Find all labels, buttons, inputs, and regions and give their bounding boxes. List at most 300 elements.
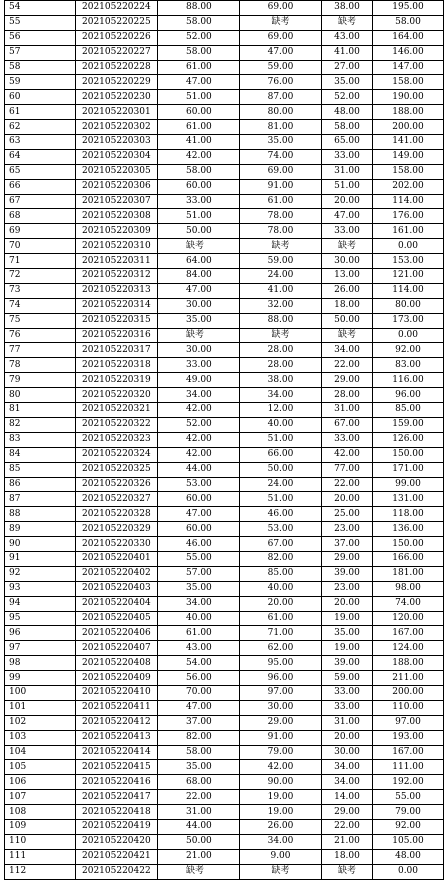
score-1-cell: 58.00 bbox=[158, 745, 240, 760]
row-number-cell: 105 bbox=[5, 760, 76, 775]
score-1-cell: 51.00 bbox=[158, 209, 240, 224]
row-number-cell: 55 bbox=[5, 15, 76, 30]
score-3-cell: 缺考 bbox=[322, 15, 373, 30]
row-number-cell: 80 bbox=[5, 388, 76, 403]
score-2-cell: 20.00 bbox=[240, 596, 322, 611]
score-1-cell: 33.00 bbox=[158, 358, 240, 373]
score-3-cell: 22.00 bbox=[322, 358, 373, 373]
exam-id-cell: 202105220302 bbox=[76, 120, 158, 135]
total-score-cell: 126.00 bbox=[373, 432, 444, 447]
score-2-cell: 74.00 bbox=[240, 149, 322, 164]
exam-id-cell: 202105220312 bbox=[76, 269, 158, 284]
total-score-cell: 153.00 bbox=[373, 254, 444, 269]
total-score-cell: 158.00 bbox=[373, 75, 444, 90]
score-2-cell: 32.00 bbox=[240, 298, 322, 313]
score-3-cell: 19.00 bbox=[322, 611, 373, 626]
exam-id-cell: 202105220415 bbox=[76, 760, 158, 775]
score-1-cell: 60.00 bbox=[158, 522, 240, 537]
score-2-cell: 69.00 bbox=[240, 30, 322, 45]
score-3-cell: 48.00 bbox=[322, 105, 373, 120]
table-row bbox=[5, 805, 444, 820]
score-1-cell: 30.00 bbox=[158, 298, 240, 313]
exam-id-cell: 202105220420 bbox=[76, 834, 158, 849]
score-2-cell: 80.00 bbox=[240, 105, 322, 120]
score-1-cell: 34.00 bbox=[158, 388, 240, 403]
total-score-cell: 55.00 bbox=[373, 790, 444, 805]
score-2-cell: 29.00 bbox=[240, 715, 322, 730]
exam-id-cell: 202105220411 bbox=[76, 700, 158, 715]
table-row bbox=[5, 224, 444, 239]
score-3-cell: 33.00 bbox=[322, 224, 373, 239]
score-3-cell: 26.00 bbox=[322, 283, 373, 298]
total-score-cell: 146.00 bbox=[373, 45, 444, 60]
score-1-cell: 缺考 bbox=[158, 239, 240, 254]
score-2-cell: 34.00 bbox=[240, 388, 322, 403]
score-3-cell: 33.00 bbox=[322, 432, 373, 447]
total-score-cell: 161.00 bbox=[373, 224, 444, 239]
exam-id-cell: 202105220301 bbox=[76, 105, 158, 120]
exam-id-cell: 202105220414 bbox=[76, 745, 158, 760]
table-row bbox=[5, 760, 444, 775]
score-3-cell: 19.00 bbox=[322, 641, 373, 656]
score-3-cell: 29.00 bbox=[322, 373, 373, 388]
table-row bbox=[5, 358, 444, 373]
score-1-cell: 42.00 bbox=[158, 149, 240, 164]
exam-id-cell: 202105220230 bbox=[76, 90, 158, 105]
total-score-cell: 200.00 bbox=[373, 120, 444, 135]
score-3-cell: 77.00 bbox=[322, 462, 373, 477]
table-row bbox=[5, 566, 444, 581]
score-1-cell: 50.00 bbox=[158, 834, 240, 849]
score-1-cell: 50.00 bbox=[158, 224, 240, 239]
exam-id-cell: 202105220224 bbox=[76, 1, 158, 16]
score-3-cell: 23.00 bbox=[322, 522, 373, 537]
score-2-cell: 40.00 bbox=[240, 581, 322, 596]
table-row bbox=[5, 819, 444, 834]
score-3-cell: 39.00 bbox=[322, 656, 373, 671]
row-number-cell: 99 bbox=[5, 671, 76, 686]
table-row bbox=[5, 239, 444, 254]
score-3-cell: 43.00 bbox=[322, 30, 373, 45]
table-row bbox=[5, 60, 444, 75]
score-3-cell: 35.00 bbox=[322, 626, 373, 641]
total-score-cell: 118.00 bbox=[373, 507, 444, 522]
score-3-cell: 41.00 bbox=[322, 45, 373, 60]
exam-id-cell: 202105220328 bbox=[76, 507, 158, 522]
score-1-cell: 42.00 bbox=[158, 447, 240, 462]
row-number-cell: 77 bbox=[5, 343, 76, 358]
total-score-cell: 48.00 bbox=[373, 849, 444, 864]
score-2-cell: 61.00 bbox=[240, 611, 322, 626]
score-3-cell: 18.00 bbox=[322, 849, 373, 864]
table-row bbox=[5, 105, 444, 120]
exam-id-cell: 202105220311 bbox=[76, 254, 158, 269]
score-3-cell: 39.00 bbox=[322, 566, 373, 581]
score-2-cell: 71.00 bbox=[240, 626, 322, 641]
score-1-cell: 22.00 bbox=[158, 790, 240, 805]
exam-id-cell: 202105220307 bbox=[76, 194, 158, 209]
table-row bbox=[5, 596, 444, 611]
score-2-cell: 91.00 bbox=[240, 179, 322, 194]
total-score-cell: 167.00 bbox=[373, 626, 444, 641]
table-row bbox=[5, 700, 444, 715]
score-2-cell: 69.00 bbox=[240, 164, 322, 179]
score-1-cell: 60.00 bbox=[158, 105, 240, 120]
exam-id-cell: 202105220309 bbox=[76, 224, 158, 239]
table-row bbox=[5, 715, 444, 730]
row-number-cell: 110 bbox=[5, 834, 76, 849]
score-3-cell: 23.00 bbox=[322, 581, 373, 596]
score-1-cell: 53.00 bbox=[158, 477, 240, 492]
score-3-cell: 13.00 bbox=[322, 269, 373, 284]
table-row bbox=[5, 328, 444, 343]
exam-id-cell: 202105220313 bbox=[76, 283, 158, 298]
exam-id-cell: 202105220410 bbox=[76, 685, 158, 700]
table-row bbox=[5, 477, 444, 492]
table-row bbox=[5, 775, 444, 790]
total-score-cell: 0.00 bbox=[373, 239, 444, 254]
total-score-cell: 80.00 bbox=[373, 298, 444, 313]
table-row bbox=[5, 388, 444, 403]
row-number-cell: 91 bbox=[5, 551, 76, 566]
exam-id-cell: 202105220322 bbox=[76, 417, 158, 432]
score-3-cell: 47.00 bbox=[322, 209, 373, 224]
total-score-cell: 92.00 bbox=[373, 343, 444, 358]
score-1-cell: 58.00 bbox=[158, 15, 240, 30]
score-3-cell: 27.00 bbox=[322, 60, 373, 75]
score-2-cell: 24.00 bbox=[240, 477, 322, 492]
score-1-cell: 42.00 bbox=[158, 403, 240, 418]
score-1-cell: 88.00 bbox=[158, 1, 240, 16]
exam-id-cell: 202105220401 bbox=[76, 551, 158, 566]
total-score-cell: 173.00 bbox=[373, 313, 444, 328]
total-score-cell: 166.00 bbox=[373, 551, 444, 566]
row-number-cell: 95 bbox=[5, 611, 76, 626]
row-number-cell: 73 bbox=[5, 283, 76, 298]
score-2-cell: 53.00 bbox=[240, 522, 322, 537]
score-3-cell: 51.00 bbox=[322, 179, 373, 194]
exam-id-cell: 202105220330 bbox=[76, 537, 158, 552]
score-2-cell: 85.00 bbox=[240, 566, 322, 581]
score-2-cell: 47.00 bbox=[240, 45, 322, 60]
total-score-cell: 96.00 bbox=[373, 388, 444, 403]
score-1-cell: 61.00 bbox=[158, 120, 240, 135]
score-2-cell: 90.00 bbox=[240, 775, 322, 790]
row-number-cell: 108 bbox=[5, 805, 76, 820]
score-1-cell: 47.00 bbox=[158, 700, 240, 715]
score-3-cell: 29.00 bbox=[322, 805, 373, 820]
score-1-cell: 82.00 bbox=[158, 730, 240, 745]
exam-id-cell: 202105220329 bbox=[76, 522, 158, 537]
score-3-cell: 缺考 bbox=[322, 328, 373, 343]
row-number-cell: 96 bbox=[5, 626, 76, 641]
total-score-cell: 171.00 bbox=[373, 462, 444, 477]
table-row bbox=[5, 313, 444, 328]
row-number-cell: 102 bbox=[5, 715, 76, 730]
score-1-cell: 缺考 bbox=[158, 328, 240, 343]
score-3-cell: 33.00 bbox=[322, 685, 373, 700]
score-2-cell: 79.00 bbox=[240, 745, 322, 760]
score-2-cell: 87.00 bbox=[240, 90, 322, 105]
score-3-cell: 52.00 bbox=[322, 90, 373, 105]
row-number-cell: 62 bbox=[5, 120, 76, 135]
score-2-cell: 41.00 bbox=[240, 283, 322, 298]
total-score-cell: 0.00 bbox=[373, 864, 444, 879]
score-1-cell: 58.00 bbox=[158, 45, 240, 60]
score-2-cell: 缺考 bbox=[240, 864, 322, 879]
row-number-cell: 70 bbox=[5, 239, 76, 254]
score-1-cell: 44.00 bbox=[158, 819, 240, 834]
table-row bbox=[5, 90, 444, 105]
score-2-cell: 69.00 bbox=[240, 1, 322, 16]
score-2-cell: 61.00 bbox=[240, 194, 322, 209]
row-number-cell: 83 bbox=[5, 432, 76, 447]
score-2-cell: 35.00 bbox=[240, 135, 322, 150]
table-row bbox=[5, 298, 444, 313]
total-score-cell: 164.00 bbox=[373, 30, 444, 45]
score-3-cell: 65.00 bbox=[322, 135, 373, 150]
score-1-cell: 42.00 bbox=[158, 432, 240, 447]
score-1-cell: 51.00 bbox=[158, 90, 240, 105]
row-number-cell: 67 bbox=[5, 194, 76, 209]
total-score-cell: 188.00 bbox=[373, 656, 444, 671]
table-row bbox=[5, 343, 444, 358]
score-1-cell: 54.00 bbox=[158, 656, 240, 671]
table-row bbox=[5, 403, 444, 418]
total-score-cell: 114.00 bbox=[373, 194, 444, 209]
score-3-cell: 21.00 bbox=[322, 834, 373, 849]
table-row bbox=[5, 656, 444, 671]
total-score-cell: 83.00 bbox=[373, 358, 444, 373]
score-2-cell: 51.00 bbox=[240, 432, 322, 447]
exam-id-cell: 202105220225 bbox=[76, 15, 158, 30]
row-number-cell: 82 bbox=[5, 417, 76, 432]
score-3-cell: 35.00 bbox=[322, 75, 373, 90]
score-1-cell: 55.00 bbox=[158, 551, 240, 566]
row-number-cell: 109 bbox=[5, 819, 76, 834]
table-row bbox=[5, 507, 444, 522]
total-score-cell: 188.00 bbox=[373, 105, 444, 120]
score-3-cell: 22.00 bbox=[322, 477, 373, 492]
total-score-cell: 190.00 bbox=[373, 90, 444, 105]
score-2-cell: 38.00 bbox=[240, 373, 322, 388]
table-row bbox=[5, 581, 444, 596]
score-2-cell: 缺考 bbox=[240, 15, 322, 30]
table-row bbox=[5, 522, 444, 537]
row-number-cell: 84 bbox=[5, 447, 76, 462]
score-2-cell: 91.00 bbox=[240, 730, 322, 745]
total-score-cell: 58.00 bbox=[373, 15, 444, 30]
score-3-cell: 33.00 bbox=[322, 700, 373, 715]
score-3-cell: 22.00 bbox=[322, 819, 373, 834]
score-2-cell: 40.00 bbox=[240, 417, 322, 432]
exam-id-cell: 202105220412 bbox=[76, 715, 158, 730]
row-number-cell: 86 bbox=[5, 477, 76, 492]
exam-id-cell: 202105220316 bbox=[76, 328, 158, 343]
score-2-cell: 缺考 bbox=[240, 239, 322, 254]
row-number-cell: 103 bbox=[5, 730, 76, 745]
score-1-cell: 31.00 bbox=[158, 805, 240, 820]
table-row bbox=[5, 626, 444, 641]
total-score-cell: 176.00 bbox=[373, 209, 444, 224]
row-number-cell: 88 bbox=[5, 507, 76, 522]
total-score-cell: 0.00 bbox=[373, 328, 444, 343]
score-2-cell: 59.00 bbox=[240, 254, 322, 269]
row-number-cell: 63 bbox=[5, 135, 76, 150]
exam-id-cell: 202105220325 bbox=[76, 462, 158, 477]
total-score-cell: 131.00 bbox=[373, 492, 444, 507]
score-1-cell: 52.00 bbox=[158, 417, 240, 432]
exam-id-cell: 202105220317 bbox=[76, 343, 158, 358]
row-number-cell: 65 bbox=[5, 164, 76, 179]
score-1-cell: 40.00 bbox=[158, 611, 240, 626]
exam-id-cell: 202105220227 bbox=[76, 45, 158, 60]
score-2-cell: 95.00 bbox=[240, 656, 322, 671]
table-row bbox=[5, 135, 444, 150]
table-row bbox=[5, 75, 444, 90]
row-number-cell: 57 bbox=[5, 45, 76, 60]
score-3-cell: 20.00 bbox=[322, 596, 373, 611]
table-row bbox=[5, 179, 444, 194]
total-score-cell: 159.00 bbox=[373, 417, 444, 432]
total-score-cell: 136.00 bbox=[373, 522, 444, 537]
exam-id-cell: 202105220409 bbox=[76, 671, 158, 686]
score-table-body bbox=[5, 1, 444, 880]
total-score-cell: 97.00 bbox=[373, 715, 444, 730]
row-number-cell: 72 bbox=[5, 269, 76, 284]
exam-id-cell: 202105220417 bbox=[76, 790, 158, 805]
exam-id-cell: 202105220229 bbox=[76, 75, 158, 90]
table-row bbox=[5, 164, 444, 179]
score-1-cell: 47.00 bbox=[158, 507, 240, 522]
table-row bbox=[5, 269, 444, 284]
score-2-cell: 缺考 bbox=[240, 328, 322, 343]
row-number-cell: 78 bbox=[5, 358, 76, 373]
table-row bbox=[5, 462, 444, 477]
score-3-cell: 缺考 bbox=[322, 239, 373, 254]
exam-id-cell: 202105220226 bbox=[76, 30, 158, 45]
exam-id-cell: 202105220308 bbox=[76, 209, 158, 224]
score-2-cell: 30.00 bbox=[240, 700, 322, 715]
score-2-cell: 51.00 bbox=[240, 492, 322, 507]
table-row bbox=[5, 1, 444, 16]
score-2-cell: 50.00 bbox=[240, 462, 322, 477]
total-score-cell: 110.00 bbox=[373, 700, 444, 715]
total-score-cell: 167.00 bbox=[373, 745, 444, 760]
score-2-cell: 34.00 bbox=[240, 834, 322, 849]
score-1-cell: 30.00 bbox=[158, 343, 240, 358]
score-1-cell: 缺考 bbox=[158, 864, 240, 879]
table-row bbox=[5, 194, 444, 209]
row-number-cell: 106 bbox=[5, 775, 76, 790]
table-row bbox=[5, 730, 444, 745]
score-3-cell: 29.00 bbox=[322, 551, 373, 566]
row-number-cell: 66 bbox=[5, 179, 76, 194]
score-3-cell: 31.00 bbox=[322, 403, 373, 418]
score-1-cell: 70.00 bbox=[158, 685, 240, 700]
score-1-cell: 64.00 bbox=[158, 254, 240, 269]
table-row bbox=[5, 417, 444, 432]
exam-id-cell: 202105220305 bbox=[76, 164, 158, 179]
row-number-cell: 76 bbox=[5, 328, 76, 343]
score-3-cell: 28.00 bbox=[322, 388, 373, 403]
total-score-cell: 149.00 bbox=[373, 149, 444, 164]
table-row bbox=[5, 447, 444, 462]
row-number-cell: 74 bbox=[5, 298, 76, 313]
row-number-cell: 69 bbox=[5, 224, 76, 239]
row-number-cell: 94 bbox=[5, 596, 76, 611]
score-3-cell: 67.00 bbox=[322, 417, 373, 432]
score-1-cell: 34.00 bbox=[158, 596, 240, 611]
table-row bbox=[5, 30, 444, 45]
total-score-cell: 111.00 bbox=[373, 760, 444, 775]
score-2-cell: 12.00 bbox=[240, 403, 322, 418]
total-score-cell: 121.00 bbox=[373, 269, 444, 284]
score-2-cell: 26.00 bbox=[240, 819, 322, 834]
table-row bbox=[5, 432, 444, 447]
score-2-cell: 28.00 bbox=[240, 343, 322, 358]
row-number-cell: 64 bbox=[5, 149, 76, 164]
score-1-cell: 58.00 bbox=[158, 164, 240, 179]
exam-id-cell: 202105220418 bbox=[76, 805, 158, 820]
score-3-cell: 31.00 bbox=[322, 715, 373, 730]
total-score-cell: 120.00 bbox=[373, 611, 444, 626]
score-1-cell: 56.00 bbox=[158, 671, 240, 686]
row-number-cell: 60 bbox=[5, 90, 76, 105]
total-score-cell: 195.00 bbox=[373, 1, 444, 16]
score-1-cell: 60.00 bbox=[158, 492, 240, 507]
table-row bbox=[5, 373, 444, 388]
row-number-cell: 112 bbox=[5, 864, 76, 879]
score-3-cell: 42.00 bbox=[322, 447, 373, 462]
row-number-cell: 93 bbox=[5, 581, 76, 596]
score-1-cell: 47.00 bbox=[158, 283, 240, 298]
score-2-cell: 81.00 bbox=[240, 120, 322, 135]
exam-id-cell: 202105220314 bbox=[76, 298, 158, 313]
total-score-cell: 124.00 bbox=[373, 641, 444, 656]
row-number-cell: 87 bbox=[5, 492, 76, 507]
exam-id-cell: 202105220324 bbox=[76, 447, 158, 462]
row-number-cell: 59 bbox=[5, 75, 76, 90]
score-2-cell: 19.00 bbox=[240, 805, 322, 820]
score-1-cell: 61.00 bbox=[158, 626, 240, 641]
score-2-cell: 42.00 bbox=[240, 760, 322, 775]
score-1-cell: 52.00 bbox=[158, 30, 240, 45]
exam-id-cell: 202105220315 bbox=[76, 313, 158, 328]
table-row bbox=[5, 45, 444, 60]
exam-id-cell: 202105220304 bbox=[76, 149, 158, 164]
exam-id-cell: 202105220404 bbox=[76, 596, 158, 611]
exam-id-cell: 202105220405 bbox=[76, 611, 158, 626]
total-score-cell: 79.00 bbox=[373, 805, 444, 820]
row-number-cell: 111 bbox=[5, 849, 76, 864]
total-score-cell: 202.00 bbox=[373, 179, 444, 194]
table-row bbox=[5, 551, 444, 566]
exam-id-cell: 202105220320 bbox=[76, 388, 158, 403]
total-score-cell: 105.00 bbox=[373, 834, 444, 849]
score-3-cell: 30.00 bbox=[322, 254, 373, 269]
score-2-cell: 88.00 bbox=[240, 313, 322, 328]
exam-id-cell: 202105220303 bbox=[76, 135, 158, 150]
row-number-cell: 107 bbox=[5, 790, 76, 805]
row-number-cell: 89 bbox=[5, 522, 76, 537]
exam-id-cell: 202105220319 bbox=[76, 373, 158, 388]
score-3-cell: 59.00 bbox=[322, 671, 373, 686]
score-1-cell: 60.00 bbox=[158, 179, 240, 194]
score-1-cell: 84.00 bbox=[158, 269, 240, 284]
row-number-cell: 98 bbox=[5, 656, 76, 671]
score-1-cell: 43.00 bbox=[158, 641, 240, 656]
